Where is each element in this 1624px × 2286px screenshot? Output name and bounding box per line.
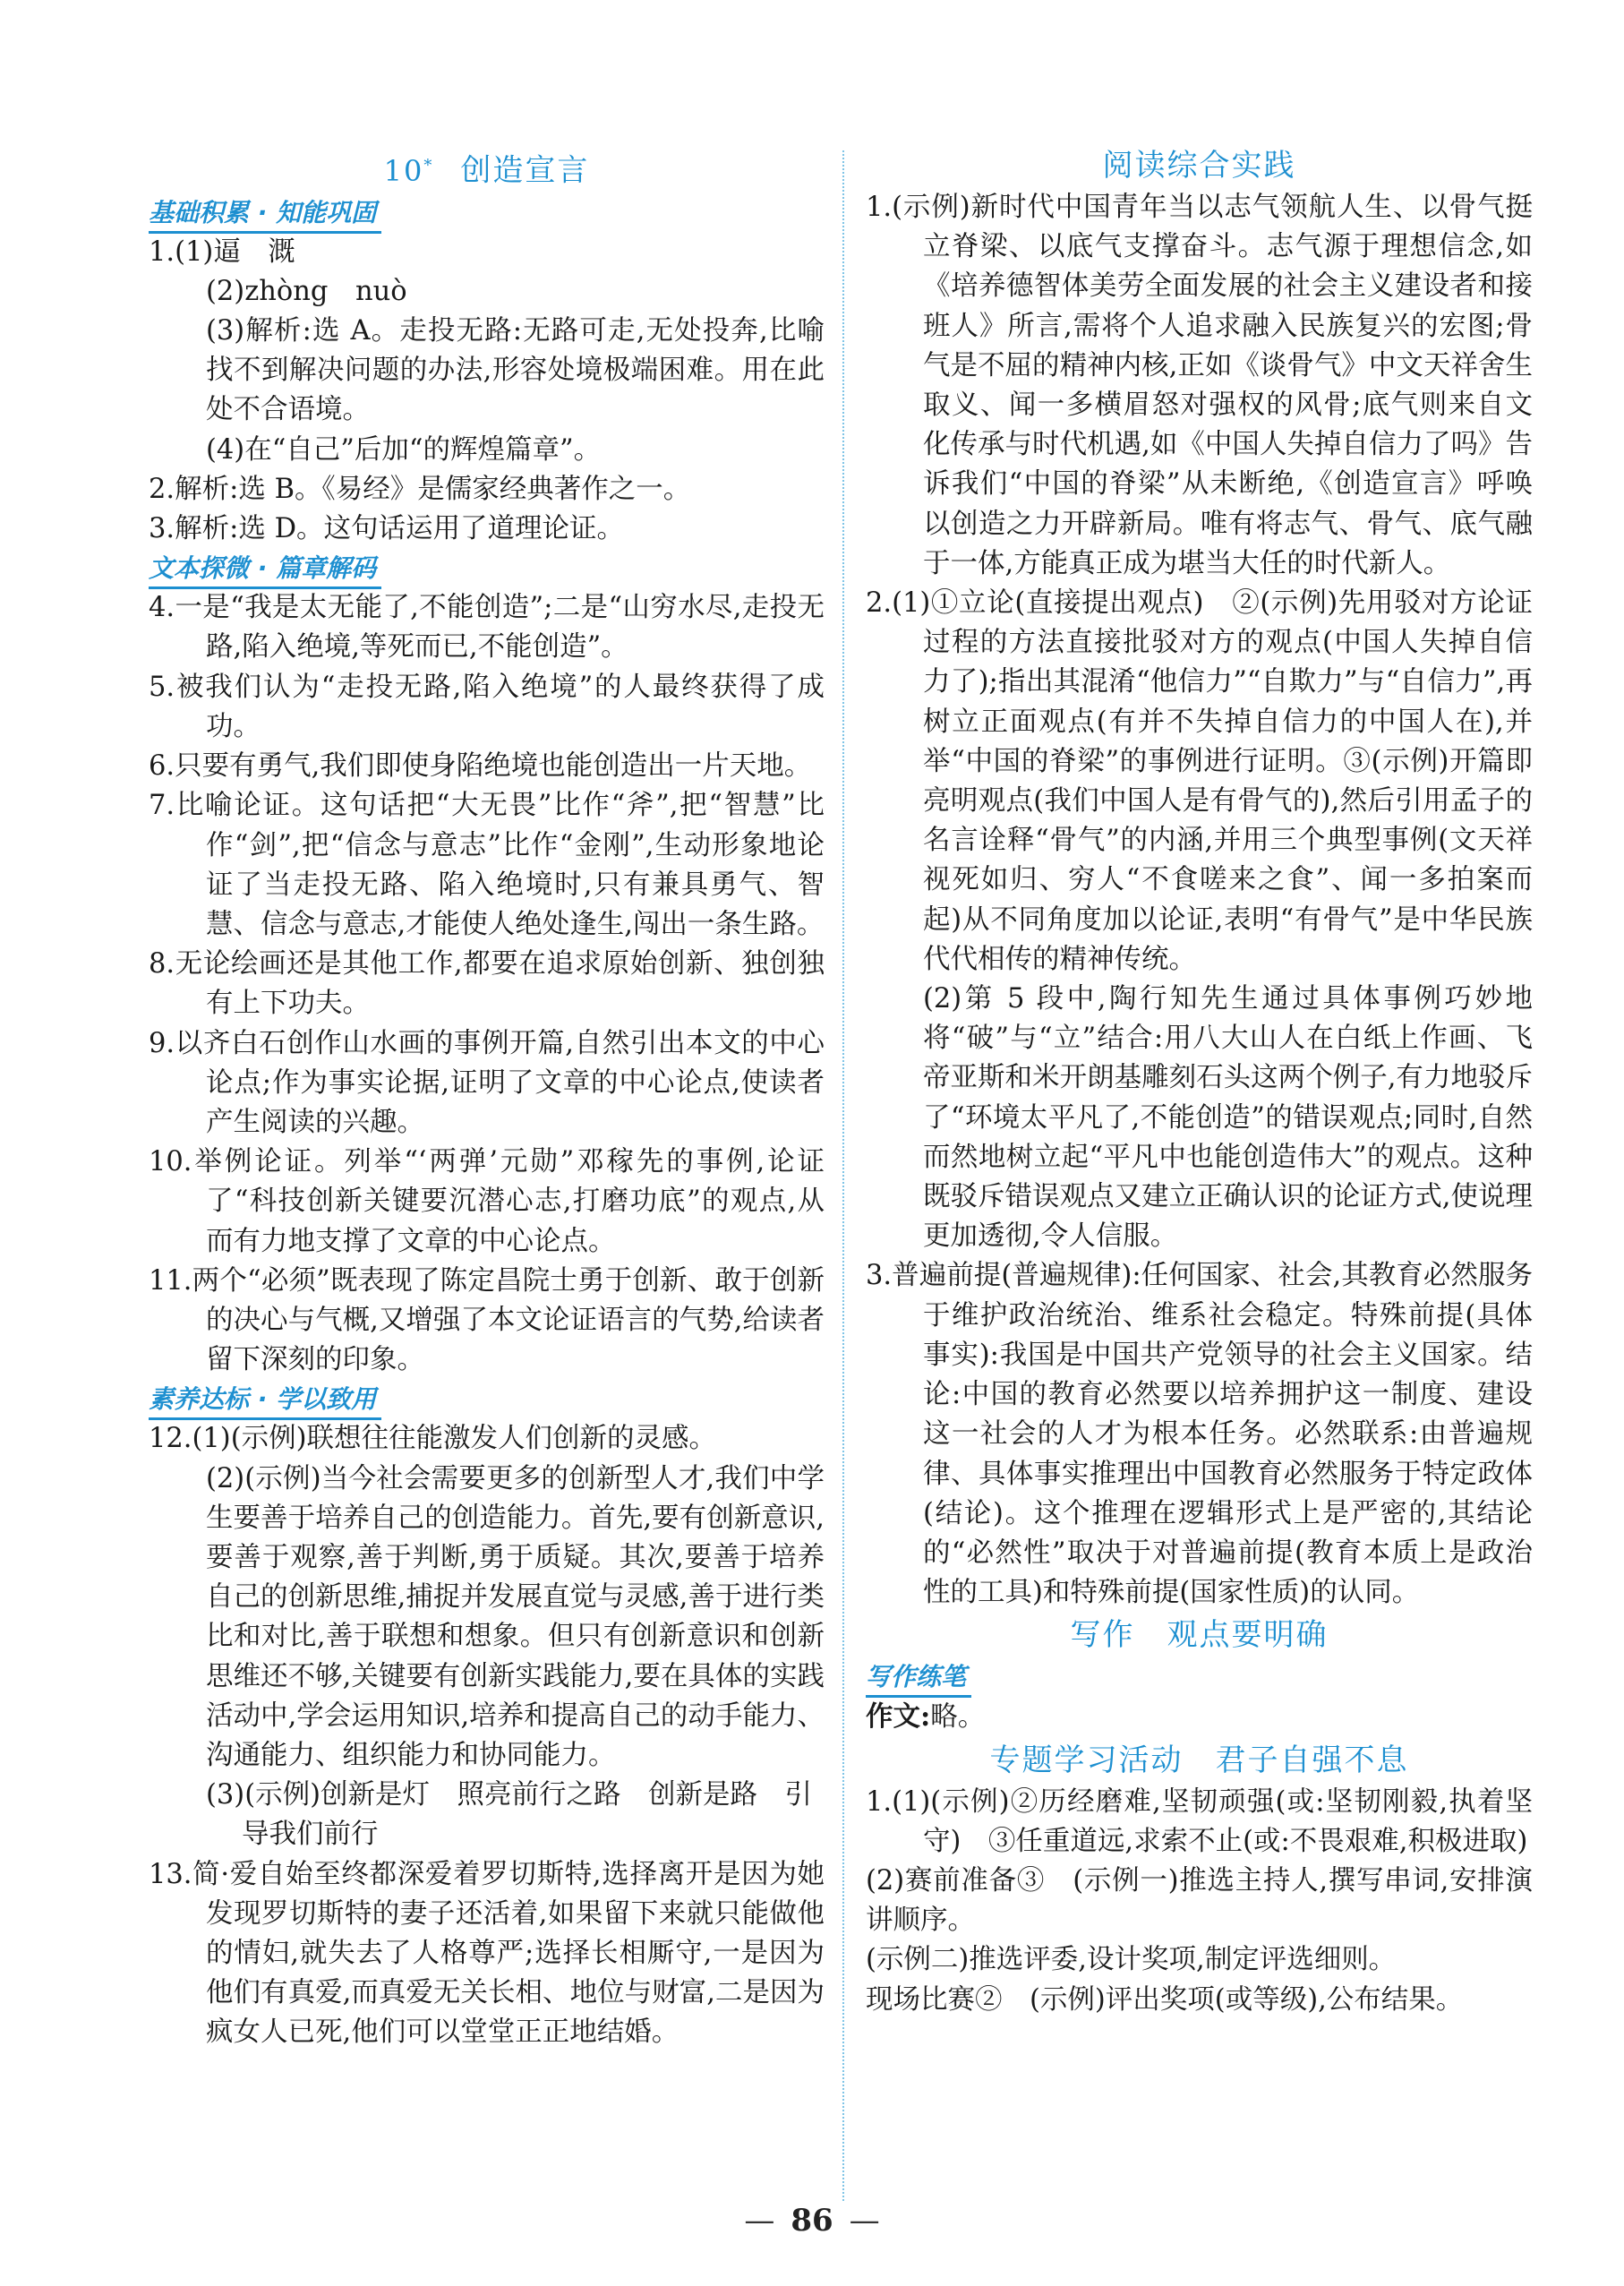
footer-dash-left: — (744, 2203, 775, 2239)
reading-answer-1: 1.(示例)新时代中国青年当以志气领航人生、以骨气挺立脊梁、以底气支撑奋斗。志气源于理想信念,如《培养德智体美劳全面发展的社会主义建设者和接班人》所言,需将个人追求融入民族复兴的宏图;骨气是不屈的精神内核,正如《谈骨气》中文天祥舍生取义、闻一多横眉怒对强权的风骨;底气则来自文化传承与时代机遇,如《中国人失掉自信力了吗》告诉我们“中国的脊梁”从未断绝,《创造宣言》呼唤以创造之力开辟新局。唯有将志气、骨气、底气融于一体,方能真正成为堪当大任的时代新人。 (866, 192, 1533, 579)
activity-title: 专题学习活动 君子自强不息 (989, 1742, 1409, 1778)
reading-answer-3: 3.普遍前提(普遍规律):任何国家、社会,其教育必然服务于维护政治统治、维系社会稳定。特殊前提(具体事实):我国是中国共产党领导的社会主义国家。结论:中国的教育必然要以培养拥护这一制度、建设这一社会的人才为根本任务。必然联系:由普遍规律、具体事实推理出中国教育必然服务于特定政体(结论)。这个推理在逻辑形式上是严密的,其结论的“必然性”取决于对普遍前提(教育本质上是政治性的工具)和特殊前提(国家性质)的认同。 (866, 1260, 1533, 1609)
activity-answer-1-1: 1.(1)(示例)②历经磨难,坚韧顽强(或:坚韧刚毅,执着坚守) ③任重道远,求索不止(或:不畏艰难,积极进取) (866, 1785, 1533, 1857)
writing-label: 作文: (866, 1700, 931, 1734)
answer-5: 5.被我们认为“走投无路,陷入绝境”的人最终获得了成功。 (149, 671, 825, 742)
writing-title: 写作 观点要明确 (1070, 1617, 1329, 1654)
section-heading-apply: 素养达标 · 学以致用 (149, 1382, 381, 1420)
answer-12-2: (2)(示例)当今社会需要更多的创新型人才,我们中学生要善于培养自己的创造能力。首先,要有创新意识,要善于观察,善于判断,勇于质疑。其次,要善于培养自己的创新思维,捕捉并发展直觉与灵感,善于进行类比和对比,善于联想和想象。但只有创新意识和创新思维还不够,关键要有创新实践能力,要在具体的实践活动中,学会运用知识,培养和提高自己的动手能力、沟通能力、组织能力和协同能力。 (206, 1462, 825, 1771)
answer-7: 7.比喻论证。这句话把“大无畏”比作“斧”,把“智慧”比作“剑”,把“信念与意志”比作“金刚”,生动形象地论证了当走投无路、陷入绝境时,只有兼具勇气、智慧、信念与意志,才能使人绝处逢生,闯出一条生路。 (149, 790, 825, 940)
section-heading-basic: 基础积累 · 知能巩固 (149, 195, 381, 234)
page-footer (0, 2203, 1624, 2239)
section-heading-text: 文本探微 · 篇章解码 (149, 551, 381, 589)
lesson-title (149, 143, 825, 193)
answer-11: 11.两个“必须”既表现了陈定昌院士勇于创新、敢于创新的决心与气概,又增强了本文论证语言的气势,给读者留下深刻的印象。 (149, 1264, 825, 1376)
writing-answer (866, 1697, 1533, 1737)
left-column (149, 143, 825, 2053)
answer-9: 9.以齐白石创作山水画的事例开篇,自然引出本文的中心论点;作为事实论据,证明了文章的中心论点,使读者产生阅读的兴趣。 (149, 1027, 825, 1138)
footer-dash-right: — (849, 2203, 880, 2239)
lesson-number: 10* (383, 153, 434, 188)
right-column (866, 143, 1533, 2020)
answer-1-3: (3)解析:选 A。走投无路:无路可走,无处投奔,比喻找不到解决问题的办法,形容处境极端困难。用在此处不合语境。 (206, 315, 825, 426)
answer-3: 3.解析:选 D。这句话运用了道理论证。 (149, 513, 625, 545)
activity-answer-1-3: (示例二)推选评委,设计奖项,制定评选细则。 (866, 1944, 1397, 1976)
answer-1-4: (4)在“自己”后加“的辉煌篇章”。 (206, 433, 602, 466)
answer-2: 2.解析:选 B。《易经》是儒家经典著作之一。 (149, 473, 691, 505)
answer-4: 4.一是“我是太无能了,不能创造”;二是“山穷水尽,走投无路,陷入绝境,等死而已,不能创造”。 (149, 592, 825, 664)
reading-answer-2-2: (2)第 5 段中,陶行知先生通过具体事例巧妙地将“破”与“立”结合:用八大山人在白纸上作画、飞帝亚斯和米开朗基雕刻石头这两个例子,有力地驳斥了“环境太平凡了,不能创造”的错误观点;同时,自然而然地树立起“平凡中也能创造伟大”的观点。这种既驳斥错误观点又建立正确认识的论证方式,使说理更加透彻,令人信服。 (923, 983, 1533, 1253)
lesson-title-text: 创造宣言 (460, 152, 590, 189)
reading-practice-title: 阅读综合实践 (1102, 148, 1296, 184)
page-number: 86 (791, 2203, 833, 2239)
answer-10: 10.举例论证。列举“‘两弹’元勋”邓稼先的事例,论证了“科技创新关键要沉潜心志,打磨功底”的观点,从而有力地支撑了文章的中心论点。 (149, 1146, 825, 1257)
reading-answer-2-1: 2.(1)①立论(直接提出观点) ②(示例)先用驳对方论证过程的方法直接批驳对方的观点(中国人失掉自信力了);指出其混淆“他信力”“自欺力”与“自信力”,再树立正面观点(有并不失掉自信力的中国人在),并举“中国的脊梁”的事例进行证明。③(示例)开篇即亮明观点(我们中国人是有骨气的),然后引用孟子的名言诠释“骨气”的内涵,并用三个典型事例(文天祥视死如归、穷人“不食嗟来之食”、闻一多拍案而起)从不同角度加以论证,表明“有骨气”是中华民族代代相传的精神传统。 (866, 587, 1533, 975)
answer-12-1: 12.(1)(示例)联想往往能激发人们创新的灵感。 (149, 1423, 717, 1455)
answer-1-1: 1.(1)逼 溉 (149, 235, 295, 268)
answer-8: 8.无论绘画还是其他工作,都要在追求原始创新、独创独有上下功夫。 (149, 948, 825, 1020)
column-divider (842, 150, 844, 2201)
activity-answer-1-2: (2)赛前准备③ (示例一)推选主持人,撰写串词,安排演讲顺序。 (866, 1864, 1533, 1937)
answer-13: 13.简·爱自始至终都深爱着罗切斯特,选择离开是因为她发现罗切斯特的妻子还活着,如果留下来就只能做他的情妇,就失去了人格尊严;选择长相厮守,一是因为他们有真爱,而真爱无关长相、地位与财富,二是因为疯女人已死,他们可以堂堂正正地结婚。 (149, 1858, 825, 2049)
writing-answer-text: 略。 (930, 1701, 986, 1734)
answer-12-3: (3)(示例)创新是灯 照亮前行之路 创新是路 引导我们前行 (206, 1779, 813, 1851)
activity-answer-1-4: 现场比赛② (示例)评出奖项(或等级),公布结果。 (866, 1983, 1464, 2016)
answer-1-2: (2)zhòng nuò (206, 275, 407, 307)
answer-6: 6.只要有勇气,我们即使身陷绝境也能创造出一片天地。 (149, 750, 812, 783)
section-heading-writing: 写作练笔 (866, 1659, 971, 1698)
